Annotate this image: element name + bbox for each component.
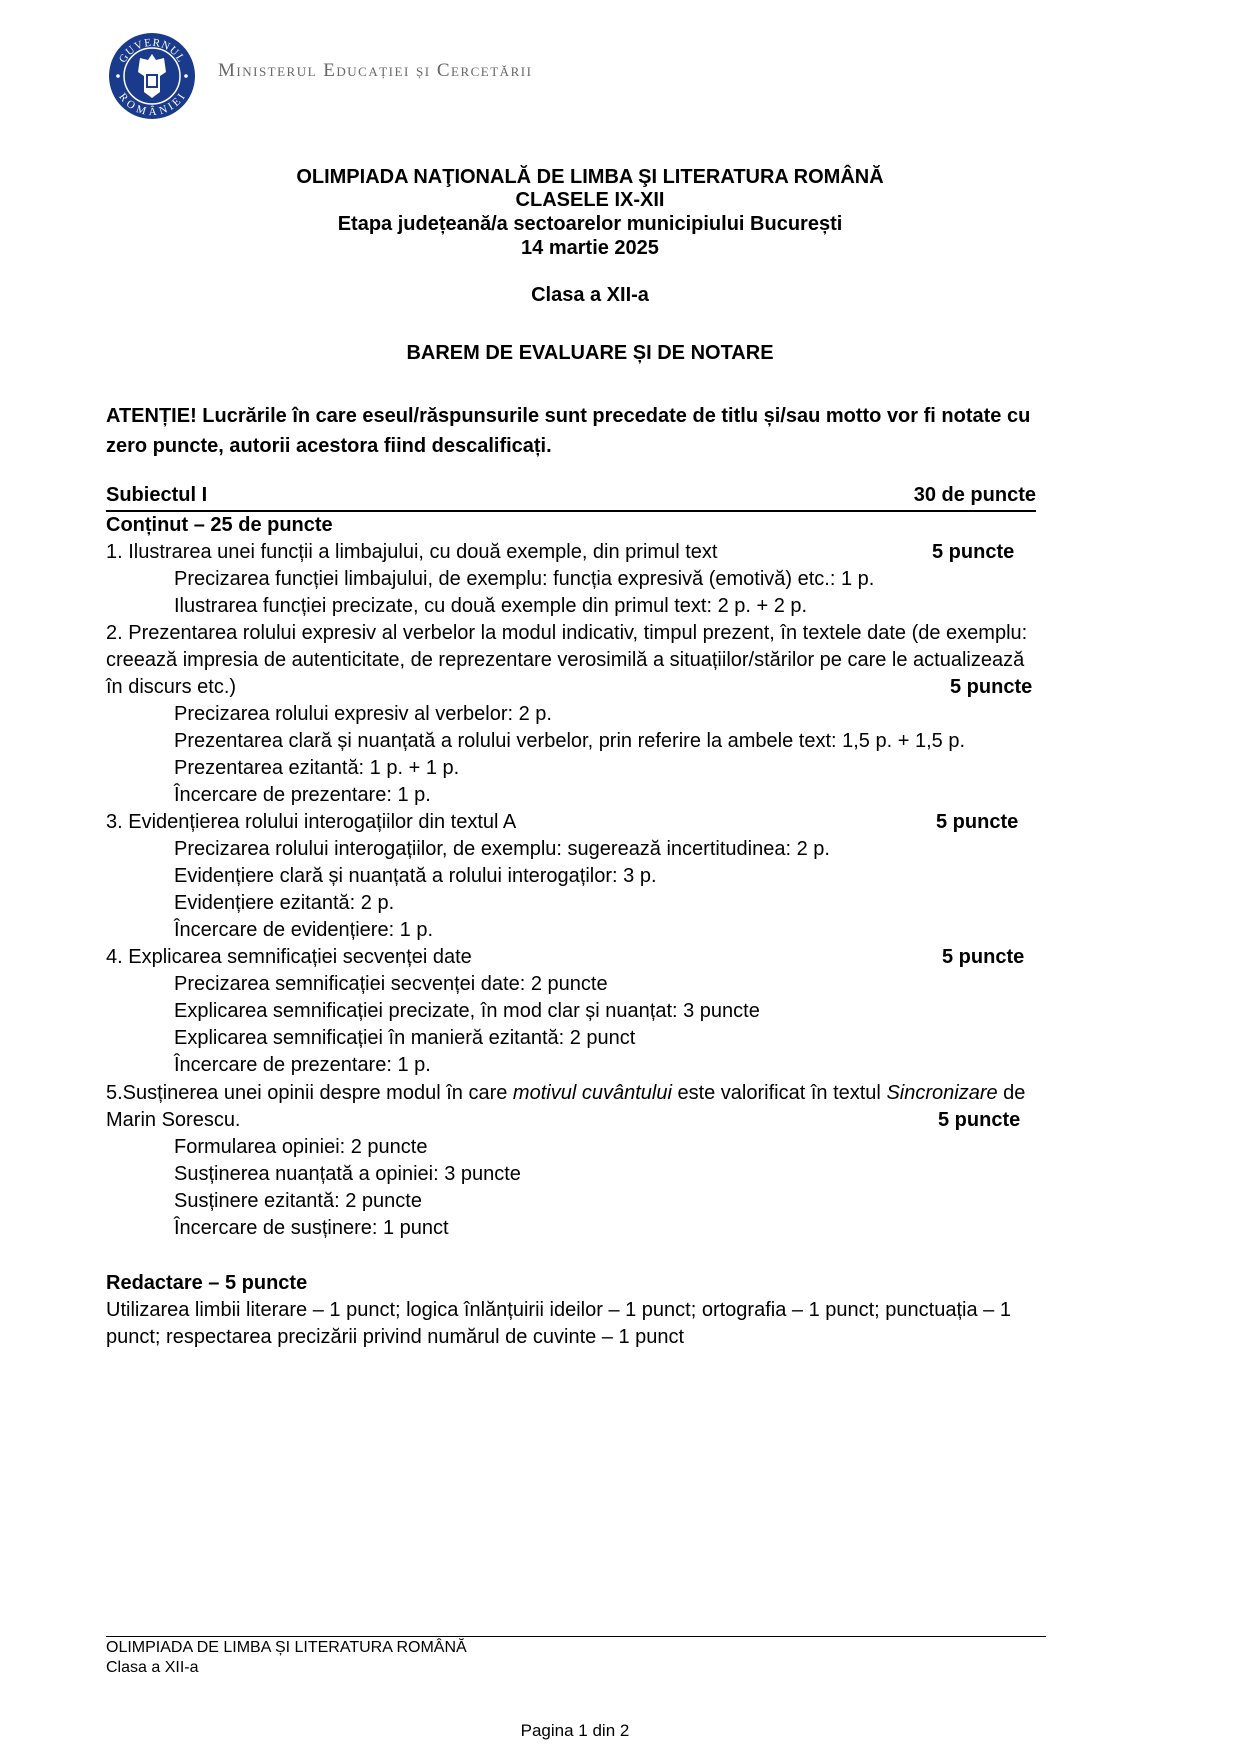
subject-name: Subiectul I [106,484,208,506]
item-5-title-text: este valorificat în textul [671,1082,887,1104]
content-heading: Conținut – 25 de puncte [106,514,333,536]
item-2-criterion: Prezentarea clară și nuanțată a rolului verbelor, prin referire la ambele text: 1,5 p. + 1,5 p. [174,730,965,752]
item-1-title: 1. Ilustrarea unei funcții a limbajului, cu două exemple, din primul text [106,541,718,563]
item-5-title [106,1080,1025,1107]
class-title: Clasa a XII-a [531,284,649,306]
item-1-criterion: Ilustrarea funcției precizate, cu două exemple din primul text: 2 p. + 2 p. [174,595,808,617]
item-4-criterion: Explicarea semnificației în manieră ezitantă: 2 punct [174,1027,636,1049]
item-4-criterion: Încercare de prezentare: 1 p. [174,1054,431,1076]
item-1-points: 5 puncte [932,541,1015,563]
item-3-points: 5 puncte [936,811,1019,833]
government-seal-logo [108,32,196,120]
item-4-criterion: Explicarea semnificației precizate, în mod clar și nuanțat: 3 puncte [174,1000,760,1022]
item-3-criterion: Încercare de evidențiere: 1 p. [174,919,434,941]
item-3-criterion: Evidențiere clară și nuanțată a rolului interogaților: 3 p. [174,865,657,887]
exam-date: 14 martie 2025 [521,237,659,259]
subject-heading [106,484,1036,512]
item-2-criterion: Precizarea rolului expresiv al verbelor: 2 p. [174,703,552,725]
warning-notice: ATENȚIE! Lucrările în care eseul/răspunsurile sunt precedate de titlu și/sau motto vor fi notate cu zero puncte, autorii acestora fiind descalificați. [106,405,1031,457]
item-4-title: 4. Explicarea semnificației secvenței date [106,946,472,968]
item-5-title-italic: Sincronizare [886,1082,998,1104]
olympiad-title: OLIMPIADA NAŢIONALĂ DE LIMBA ŞI LITERATURA ROMÂNĂ [296,166,884,188]
item-3-criterion: Evidențiere ezitantă: 2 p. [174,892,395,914]
footer-olympiad: OLIMPIADA DE LIMBA ȘI LITERATURA ROMÂNĂ [106,1639,467,1656]
item-5-criterion: Formularea opiniei: 2 puncte [174,1136,428,1158]
item-2-points: 5 puncte [950,676,1033,698]
redactare-heading: Redactare – 5 puncte [106,1272,308,1294]
item-4-points: 5 puncte [942,946,1025,968]
coat-of-arms-icon [108,32,196,120]
item-5-criterion: Susținerea nuanțată a opiniei: 3 puncte [174,1163,521,1185]
subject-points: 30 de puncte [913,484,1036,506]
item-1-criterion: Precizarea funcției limbajului, de exemplu: funcția expresivă (emotivă) etc.: 1 p. [174,568,875,590]
svg-text:GUVERNUL: GUVERNUL [116,36,188,66]
item-3-criterion: Precizarea rolului interogațiilor, de exemplu: sugerează incertitudinea: 2 p. [174,838,830,860]
stage-title: Etapa județeană/a sectoarelor municipiului București [337,213,843,235]
classes-title: CLASELE IX-XII [515,189,665,211]
redactare-text: Utilizarea limbii literare – 1 punct; logica înlănțuirii ideilor – 1 punct; ortografia – 1 punct; punctuația – 1 punct; respectarea precizării privind numărul de cuvinte – 1 punct [106,1299,1011,1348]
item-5-criterion: Susținere ezitantă: 2 puncte [174,1190,422,1212]
barem-title: BAREM DE EVALUARE ȘI DE NOTARE [406,342,774,364]
item-5-title-text: 5.Susținerea unei opinii despre modul în care [106,1082,513,1104]
item-2-title: 2. Prezentarea rolului expresiv al verbelor la modul indicativ, timpul prezent, în textele date (de exemplu: [106,622,1028,644]
svg-text:ROMÂNIEI: ROMÂNIEI [116,90,189,119]
footer-divider [106,1636,1046,1637]
page-number: Pagina 1 din 2 [520,1721,630,1740]
item-5-title: Marin Sorescu. [106,1109,241,1131]
item-2-title: creează impresia de autenticitate, de reprezentare verosimilă a situațiilor/stărilor pe care le actualizează [106,649,1025,671]
item-2-criterion: Încercare de prezentare: 1 p. [174,784,431,806]
item-2-criterion: Prezentarea ezitantă: 1 p. + 1 p. [174,757,460,779]
item-2-title: în discurs etc.) [106,676,237,698]
item-5-points: 5 puncte [938,1109,1021,1131]
ministry-name: Ministerul Educației și Cercetării [218,60,533,81]
item-5-criterion: Încercare de susținere: 1 punct [174,1217,449,1239]
footer-class: Clasa a XII-a [106,1659,199,1676]
item-4-criterion: Precizarea semnificației secvenței date: 2 puncte [174,973,608,995]
item-3-title: 3. Evidențierea rolului interogațiilor din textul A [106,811,517,833]
item-5-title-italic: motivul cuvântului [512,1082,672,1104]
item-5-title-text: de [997,1082,1026,1104]
